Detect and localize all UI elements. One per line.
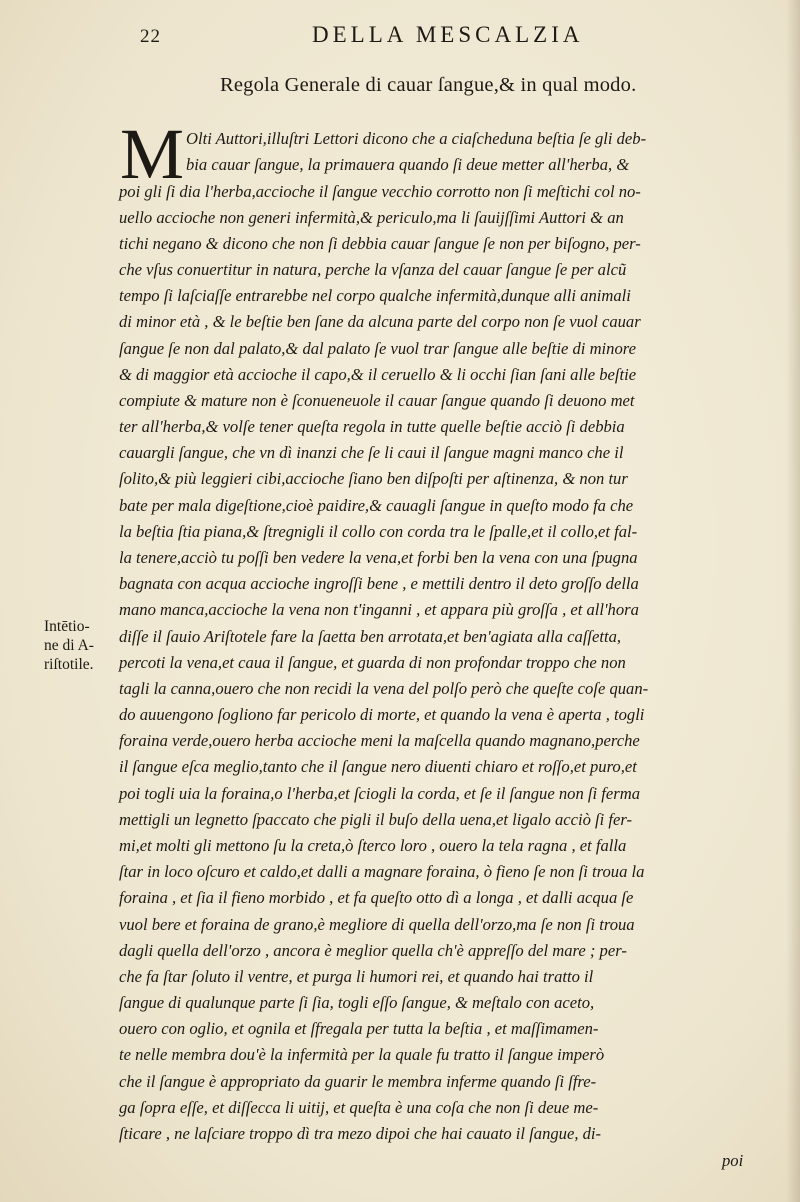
text-line: foraina , et ſia il fieno morbido , et fa queſto otto dì a longa , et dalli acqua ſe	[119, 888, 634, 907]
text-line: tagli la canna,ouero che non recidi la vena del polſo però che queſte coſe quan-	[119, 679, 649, 698]
text-line: te nelle membra dou'è la infermità per la quale fu tratto il ſangue imperò	[119, 1045, 605, 1064]
margin-note-line: riſtotile.	[44, 656, 94, 673]
text-line: diſſe il ſauio Ariſtotele fare la ſaetta ben arrotata,et ben'agiata alla caſſetta,	[119, 626, 622, 646]
margin-note	[44, 617, 94, 674]
text-line: mettigli un legnetto ſpaccato che pigli il buſo della uena,et ligalo acciò ſi fer-	[119, 810, 633, 829]
text-line: bate per mala digeſtione,cioè paidire,& cauagli ſangue in queſto modo fa che	[119, 496, 634, 515]
page-edge-shadow	[786, 0, 800, 1202]
text-line: foraina verde,ouero herba accioche meni la maſcella quando magnano,perche	[119, 731, 640, 750]
chapter-title: Regola Generale di cauar ſangue,& in qual modo.	[220, 74, 637, 96]
text-line: il ſangue eſca meglio,tanto che il ſangue nero diuenti chiaro et roſſo,et puro,et	[119, 757, 637, 776]
text-line: compiute & mature non è ſconueneuole il cauar ſangue quando ſi deuono met	[119, 391, 635, 410]
text-line: ga ſopra eſſe, et diſſecca li uitij, et queſta è una coſa che non ſi deue me-	[119, 1098, 599, 1117]
text-line: la beſtia ſtia piana,& ſtregnigli il collo con corda tra le ſpalle,et il collo,et fal-	[119, 522, 638, 541]
drop-cap: M	[120, 114, 185, 194]
margin-note-line: ne di A-	[44, 637, 94, 654]
text-line: ſolito,& più leggieri cibi,accioche ſiano ben diſpoſti per aſtinenza, & non tur	[119, 469, 628, 488]
page-header	[0, 22, 800, 52]
text-line: ter all'herba,& volſe tener queſta regola in tutte quelle beſtie acciò ſi debbia	[119, 417, 625, 436]
text-line: percoti la vena,et caua il ſangue, et guarda di non profondar troppo che non	[119, 653, 626, 672]
text-line: bagnata con acqua accioche ingroſſi bene , e mettili dentro il deto groſſo della	[119, 574, 639, 593]
text-line: mi,et molti gli mettono ſu la creta,ò ſterco loro , ouero la tela ragna , et falla	[119, 836, 627, 855]
text-line: ſticare , ne laſciare troppo dì tra mezo dipoi che hai cauato il ſangue, di-	[119, 1124, 602, 1143]
text-line: ſtar in loco oſcuro et caldo,et dalli a magnare foraina, ò fieno ſe non ſi troua la	[119, 862, 645, 881]
text-line: ſangue ſe non dal palato,& dal palato ſe vuol trar ſangue alle beſtie di minore	[119, 338, 636, 358]
text-line: che fa ſtar ſoluto il ventre, et purga li humori rei, et quando hai tratto il	[119, 967, 594, 986]
text-line: do auuengono ſogliono far pericolo di morte, et quando la vena è aperta , togli	[119, 705, 645, 724]
text-line: tempo ſi laſciaſſe entrarebbe nel corpo qualche infermità,dunque alli animali	[119, 286, 631, 305]
text-line: cauargli ſangue, che vn dì inanzi che ſe li caui il ſangue magni manco che il	[119, 443, 624, 462]
margin-note-line: Intētio-	[44, 618, 90, 635]
text-line: dagli quella dell'orzo , ancora è meglior quella ch'è appreſſo del mare ; per-	[119, 941, 627, 960]
catchword: poi	[722, 1151, 744, 1170]
page-number: 22	[140, 26, 161, 47]
text-line: che il ſangue è appropriato da guarir le membra inferme quando ſi ſfre-	[119, 1072, 597, 1091]
text-line: bia cauar ſangue, la primauera quando ſi deue metter all'herba, &	[186, 155, 630, 174]
text-line: uello accioche non generi infermità,& periculo,ma li ſauijſſimi Auttori & an	[119, 208, 624, 227]
text-line: poi gli ſi dia l'herba,accioche il ſangue vecchio corrotto non ſi meſtichi col no-	[119, 181, 641, 201]
running-head: DELLA MESCALZIA	[312, 22, 584, 47]
text-line: Olti Auttori,illuſtri Lettori dicono che a ciaſcheduna beſtia ſe gli deb-	[186, 129, 647, 148]
text-line: tichi negano & dicono che non ſi debbia cauar ſangue ſe non per biſogno, per-	[119, 234, 641, 253]
text-line: vuol bere et foraina de grano,è megliore di quella dell'orzo,ma ſe non ſi troua	[119, 914, 635, 934]
text-line: mano manca,accioche la vena non t'inganni , et appara più groſſa , et all'hora	[119, 600, 639, 619]
text-line: poi togli uia la foraina,o l'herba,et ſciogli la corda, et ſe il ſangue non ſi ferma	[119, 784, 640, 803]
text-line: che vſus conuertitur in natura, perche la vſanza del cauar ſangue ſe per alcũ	[119, 260, 627, 279]
text-line: di minor età , & le beſtie ben ſane da alcuna parte del corpo non ſe vuol cauar	[119, 312, 641, 331]
text-line: ſangue di qualunque parte ſi ſia, togli eſſo ſangue, & meſtalo con aceto,	[119, 993, 595, 1012]
text-line: ouero con oglio, et ognila et ſfregala per tutta la beſtia , et maſſimamen-	[119, 1019, 599, 1038]
text-line: la tenere,acciò tu poſſi ben vedere la vena,et forbi ben la vena con una ſpugna	[119, 548, 638, 567]
text-line: & di maggior età accioche il capo,& il ceruello & li occhi ſian ſani alle beſtie	[119, 365, 637, 384]
